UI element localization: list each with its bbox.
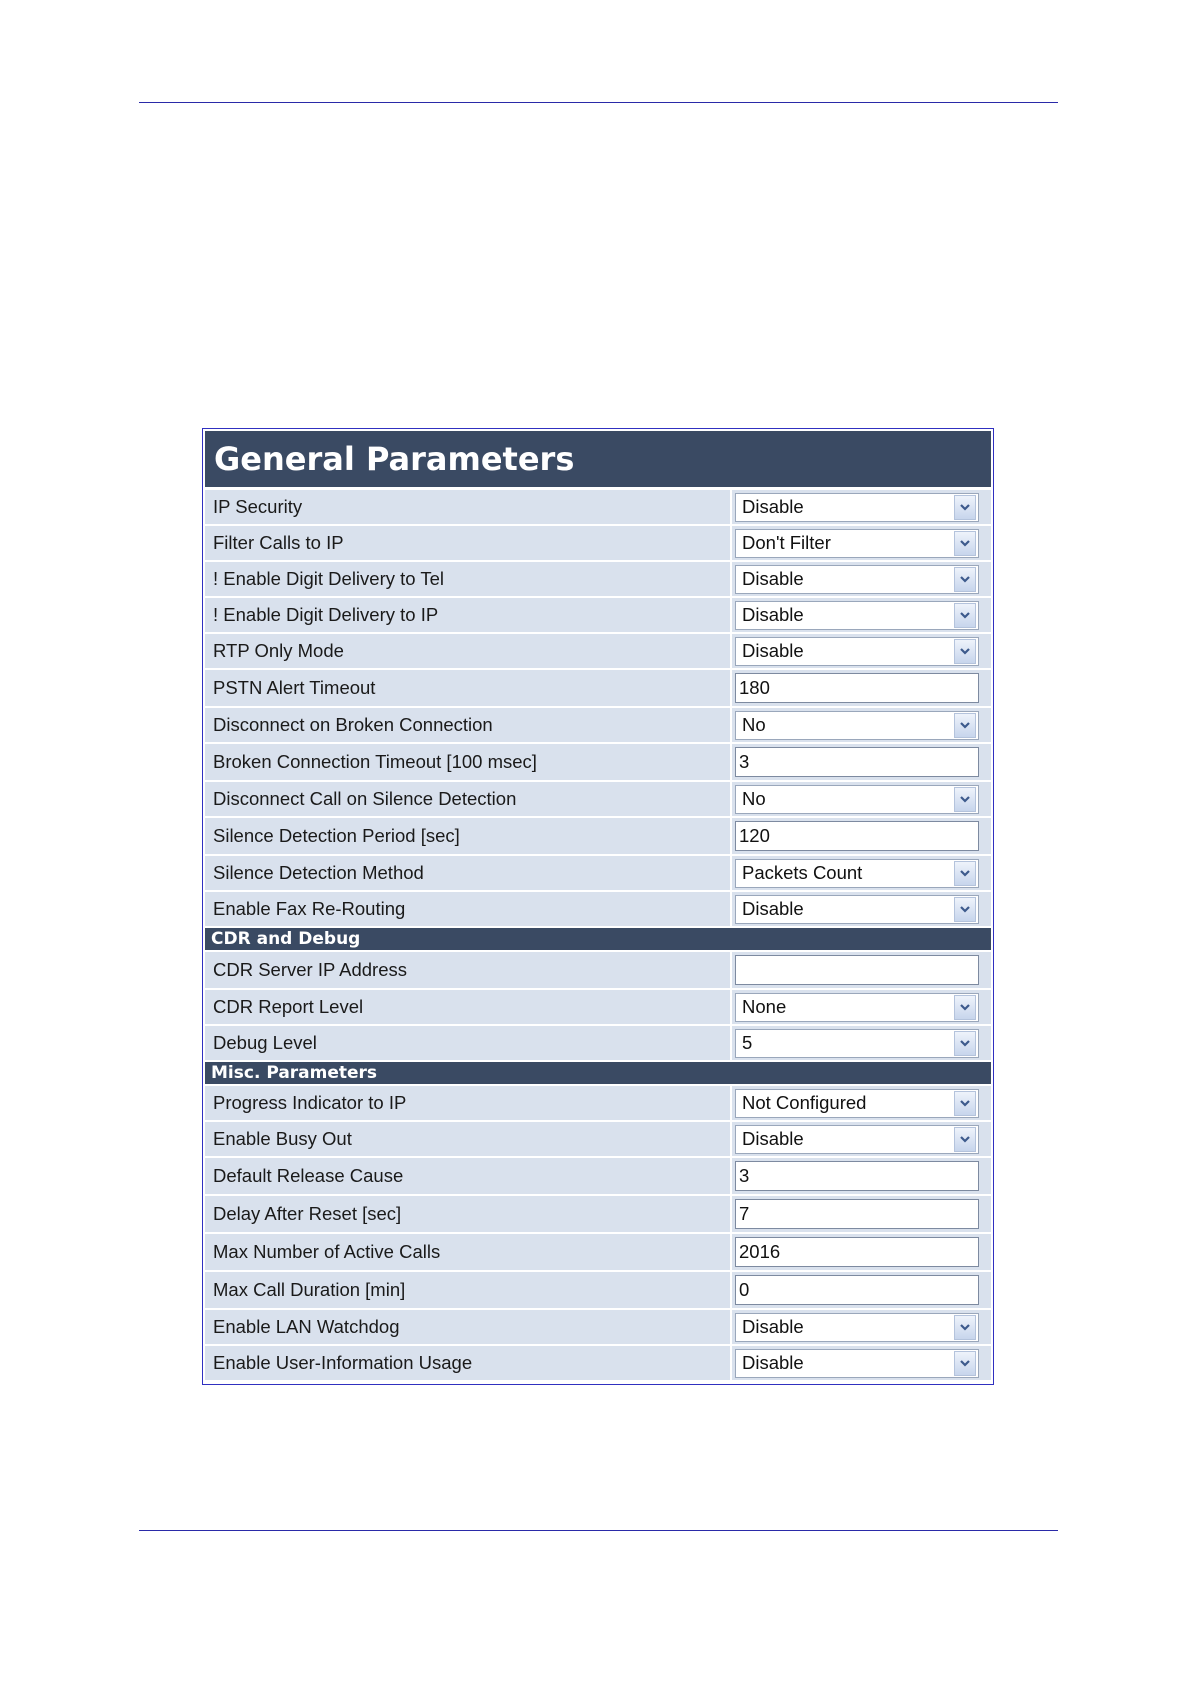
- delay-after-reset-sec-input[interactable]: 7: [735, 1199, 979, 1229]
- chevron-down-icon[interactable]: [954, 495, 976, 520]
- param-row-broken-connection-timeout-100-msec: [205, 744, 991, 782]
- disconnect-call-on-silence-detection-select[interactable]: [735, 785, 979, 814]
- param-label: Disconnect on Broken Connection: [205, 708, 732, 742]
- param-field-cell: [732, 744, 991, 780]
- param-row-progress-indicator-to-ip: [205, 1086, 991, 1122]
- param-field-cell: [732, 1026, 991, 1060]
- chevron-down-icon[interactable]: [954, 897, 976, 922]
- param-field-cell: [732, 598, 991, 632]
- select-value: Disable: [742, 898, 804, 919]
- param-label: ! Enable Digit Delivery to IP: [205, 598, 732, 632]
- chevron-down-icon[interactable]: [954, 1031, 976, 1056]
- header-rule: [139, 102, 1058, 103]
- param-label: CDR Report Level: [205, 990, 732, 1024]
- param-row-delay-after-reset-sec: [205, 1196, 991, 1234]
- param-label: Disconnect Call on Silence Detection: [205, 782, 732, 816]
- param-row-max-number-of-active-calls: [205, 1234, 991, 1272]
- select-value: Disable: [742, 1316, 804, 1337]
- param-label: RTP Only Mode: [205, 634, 732, 668]
- param-label: Max Call Duration [min]: [205, 1272, 732, 1308]
- param-field-cell: [732, 1158, 991, 1194]
- select-value: Packets Count: [742, 862, 863, 883]
- param-label: Silence Detection Method: [205, 856, 732, 890]
- param-field-cell: [732, 1122, 991, 1156]
- select-value: No: [742, 714, 766, 735]
- param-label: CDR Server IP Address: [205, 952, 732, 988]
- select-value: No: [742, 788, 766, 809]
- param-label: Silence Detection Period [sec]: [205, 818, 732, 854]
- param-row-pstn-alert-timeout: [205, 670, 991, 708]
- param-row-filter-calls-to-ip: [205, 526, 991, 562]
- select-value: Not Configured: [742, 1092, 867, 1113]
- select-value: Disable: [742, 1128, 804, 1149]
- select-value: Disable: [742, 496, 804, 517]
- param-label: Filter Calls to IP: [205, 526, 732, 560]
- disconnect-on-broken-connection-select[interactable]: [735, 711, 979, 740]
- param-label: Delay After Reset [sec]: [205, 1196, 732, 1232]
- silence-detection-period-sec-input[interactable]: 120: [735, 821, 979, 851]
- param-field-cell: [732, 526, 991, 560]
- param-row-silence-detection-period-sec: [205, 818, 991, 856]
- select-value: 5: [742, 1032, 753, 1053]
- param-field-cell: [732, 1234, 991, 1270]
- chevron-down-icon[interactable]: [954, 567, 976, 592]
- param-field-cell: [732, 634, 991, 668]
- param-label: Enable Busy Out: [205, 1122, 732, 1156]
- select-value: Disable: [742, 604, 804, 625]
- param-row-default-release-cause: [205, 1158, 991, 1196]
- param-field-cell: [732, 990, 991, 1024]
- param-field-cell: [732, 490, 991, 524]
- max-number-of-active-calls-input[interactable]: 2016: [735, 1237, 979, 1267]
- select-value: Disable: [742, 640, 804, 661]
- param-row-enable-lan-watchdog: [205, 1310, 991, 1346]
- param-row-silence-detection-method: [205, 856, 991, 892]
- silence-detection-method-select[interactable]: [735, 859, 979, 888]
- param-row-cdr-report-level: [205, 990, 991, 1026]
- param-field-cell: [732, 1346, 991, 1380]
- param-label: ! Enable Digit Delivery to Tel: [205, 562, 732, 596]
- param-row-enable-user-information-usage: [205, 1346, 991, 1382]
- param-row-cdr-server-ip-address: [205, 952, 991, 990]
- param-label: Enable User-Information Usage: [205, 1346, 732, 1380]
- chevron-down-icon[interactable]: [954, 639, 976, 664]
- pstn-alert-timeout-input[interactable]: 180: [735, 673, 979, 703]
- select-value: Disable: [742, 1352, 804, 1373]
- param-field-cell: [732, 670, 991, 706]
- param-label: Debug Level: [205, 1026, 732, 1060]
- param-label: Progress Indicator to IP: [205, 1086, 732, 1120]
- param-row-debug-level: [205, 1026, 991, 1062]
- param-label: IP Security: [205, 490, 732, 524]
- chevron-down-icon[interactable]: [954, 1091, 976, 1116]
- param-row-enable-fax-re-routing: [205, 892, 991, 928]
- section-header-cdr-and-debug: CDR and Debug: [205, 928, 991, 952]
- enable-digit-delivery-to-ip-select[interactable]: [735, 601, 979, 630]
- chevron-down-icon[interactable]: [954, 1351, 976, 1376]
- enable-busy-out-select[interactable]: [735, 1125, 979, 1154]
- param-label: PSTN Alert Timeout: [205, 670, 732, 706]
- chevron-down-icon[interactable]: [954, 861, 976, 886]
- cdr-server-ip-address-input[interactable]: [735, 955, 979, 985]
- param-label: Broken Connection Timeout [100 msec]: [205, 744, 732, 780]
- progress-indicator-to-ip-select[interactable]: [735, 1089, 979, 1118]
- chevron-down-icon[interactable]: [954, 995, 976, 1020]
- enable-lan-watchdog-select[interactable]: [735, 1313, 979, 1342]
- select-value: Disable: [742, 568, 804, 589]
- cdr-report-level-select[interactable]: [735, 993, 979, 1022]
- param-field-cell: [732, 856, 991, 890]
- rtp-only-mode-select[interactable]: [735, 637, 979, 666]
- param-label: Enable Fax Re-Routing: [205, 892, 732, 926]
- chevron-down-icon[interactable]: [954, 1127, 976, 1152]
- max-call-duration-min-input[interactable]: 0: [735, 1275, 979, 1305]
- param-label: Enable LAN Watchdog: [205, 1310, 732, 1344]
- general-parameters-panel: [202, 428, 994, 1385]
- param-row-max-call-duration-min: [205, 1272, 991, 1310]
- chevron-down-icon[interactable]: [954, 603, 976, 628]
- param-field-cell: [732, 782, 991, 816]
- param-row-ip-security: [205, 490, 991, 526]
- section-header-misc-parameters: Misc. Parameters: [205, 1062, 991, 1086]
- enable-fax-re-routing-select[interactable]: [735, 895, 979, 924]
- chevron-down-icon[interactable]: [954, 713, 976, 738]
- param-field-cell: [732, 708, 991, 742]
- param-label: Default Release Cause: [205, 1158, 732, 1194]
- filter-calls-to-ip-select[interactable]: [735, 529, 979, 558]
- broken-connection-timeout-100-msec-input[interactable]: 3: [735, 747, 979, 777]
- debug-level-select[interactable]: [735, 1029, 979, 1058]
- ip-security-select[interactable]: [735, 493, 979, 522]
- param-field-cell: [732, 1310, 991, 1344]
- default-release-cause-input[interactable]: 3: [735, 1161, 979, 1191]
- param-row-rtp-only-mode: [205, 634, 991, 670]
- param-field-cell: [732, 1086, 991, 1120]
- footer-rule: [139, 1530, 1058, 1531]
- select-value: None: [742, 996, 787, 1017]
- param-field-cell: [732, 562, 991, 596]
- param-label: Max Number of Active Calls: [205, 1234, 732, 1270]
- param-row-enable-digit-delivery-to-ip: [205, 598, 991, 634]
- param-field-cell: [732, 1196, 991, 1232]
- param-field-cell: [732, 892, 991, 926]
- panel-title: General Parameters: [205, 431, 991, 487]
- param-row-enable-digit-delivery-to-tel: [205, 562, 991, 598]
- param-field-cell: [732, 818, 991, 854]
- select-value: Don't Filter: [742, 532, 831, 553]
- param-row-disconnect-call-on-silence-detection: [205, 782, 991, 818]
- chevron-down-icon[interactable]: [954, 787, 976, 812]
- param-row-enable-busy-out: [205, 1122, 991, 1158]
- parameter-list: [205, 490, 991, 1382]
- chevron-down-icon[interactable]: [954, 531, 976, 556]
- param-field-cell: [732, 1272, 991, 1308]
- param-row-disconnect-on-broken-connection: [205, 708, 991, 744]
- param-field-cell: [732, 952, 991, 988]
- enable-digit-delivery-to-tel-select[interactable]: [735, 565, 979, 594]
- enable-user-information-usage-select[interactable]: [735, 1349, 979, 1378]
- chevron-down-icon[interactable]: [954, 1315, 976, 1340]
